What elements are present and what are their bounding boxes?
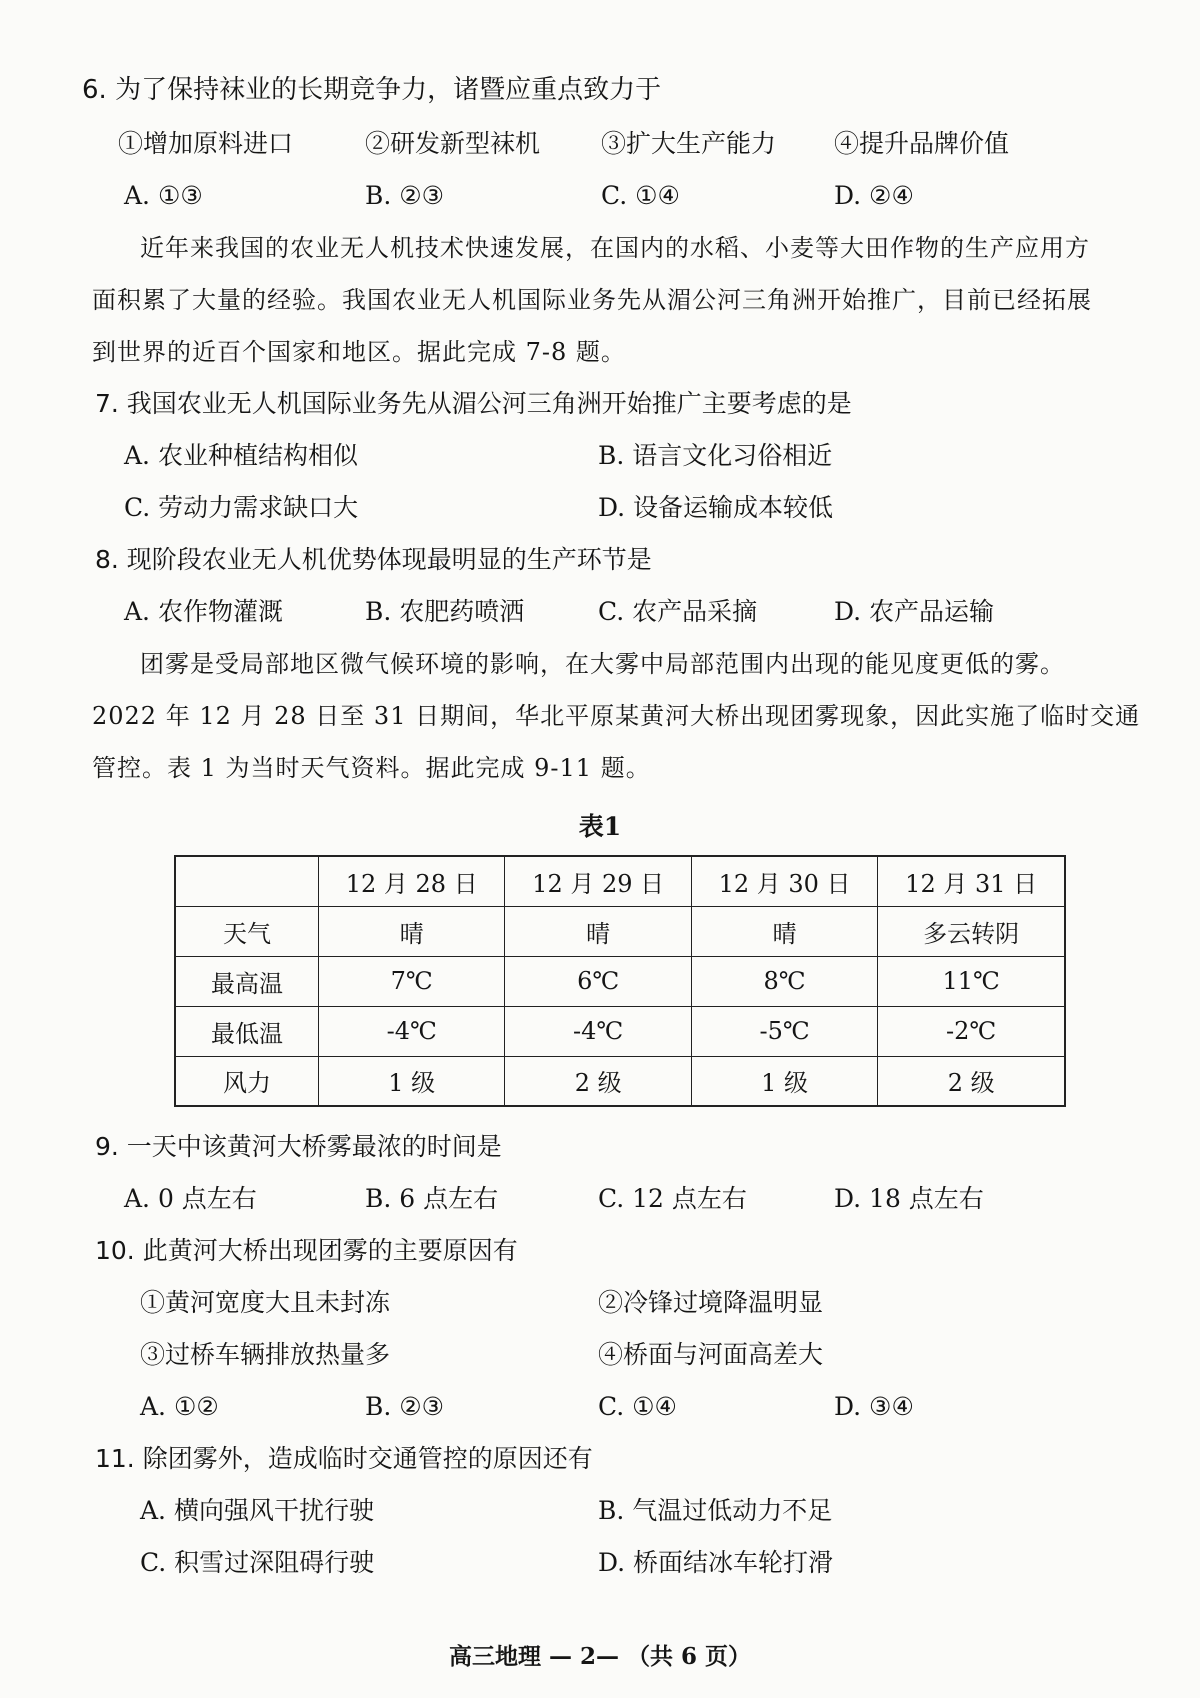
table-cell: 1 级 — [319, 1056, 505, 1106]
question-10-stem: 10. 此黄河大桥出现团雾的主要原因有 — [95, 1236, 518, 1265]
q8-option-d: D. 农产品运输 — [834, 597, 995, 626]
question-6-stem: 6. 为了保持袜业的长期竞争力，诸暨应重点致力于 — [82, 75, 662, 105]
question-11-stem: 11. 除团雾外，造成临时交通管控的原因还有 — [95, 1444, 593, 1473]
row-label-min-temp: 最低温 — [175, 1006, 319, 1056]
q11-option-c: C. 积雪过深阻碍行驶 — [140, 1548, 375, 1577]
q9-option-d: D. 18 点左右 — [834, 1184, 984, 1213]
table-cell: 晴 — [691, 906, 877, 956]
question-9-stem: 9. 一天中该黄河大桥雾最浓的时间是 — [95, 1132, 502, 1161]
q6-item-4: ④提升品牌价值 — [834, 129, 1010, 158]
weather-table — [174, 855, 1066, 1107]
q9-option-c: C. 12 点左右 — [598, 1184, 747, 1213]
q7-option-d: D. 设备运输成本较低 — [598, 493, 834, 522]
q8-option-a: A. 农作物灌溉 — [124, 597, 283, 626]
row-label-wind: 风力 — [175, 1056, 319, 1106]
q10-item-4: ④桥面与河面高差大 — [598, 1340, 824, 1369]
table-date-4: 12 月 31 日 — [878, 856, 1065, 906]
question-8-stem: 8. 现阶段农业无人机优势体现最明显的生产环节是 — [95, 545, 652, 574]
q10-item-2: ②冷锋过境降温明显 — [598, 1288, 824, 1317]
q11-option-a: A. 横向强风干扰行驶 — [140, 1496, 374, 1525]
table-cell: 11℃ — [878, 956, 1065, 1006]
table-cell: 2 级 — [878, 1056, 1065, 1106]
q6-option-c: C. ①④ — [601, 181, 680, 210]
row-label-max-temp: 最高温 — [175, 956, 319, 1006]
table-cell: -2℃ — [878, 1006, 1065, 1056]
q10-option-a: A. ①② — [140, 1392, 219, 1421]
passage-2-line-1: 团雾是受局部地区微气候环境的影响，在大雾中局部范围内出现的能见度更低的雾。 — [140, 650, 1065, 678]
table-date-2: 12 月 29 日 — [505, 856, 691, 906]
q7-option-a: A. 农业种植结构相似 — [124, 441, 358, 470]
q6-item-3: ③扩大生产能力 — [601, 129, 777, 158]
q10-item-3: ③过桥车辆排放热量多 — [140, 1340, 391, 1369]
table-cell: 晴 — [319, 906, 505, 956]
passage-1-line-2: 面积累了大量的经验。我国农业无人机国际业务先从湄公河三角洲开始推广，目前已经拓展 — [92, 286, 1092, 314]
table-date-3: 12 月 30 日 — [691, 856, 877, 906]
table-corner-cell — [175, 856, 319, 906]
table-row — [175, 1006, 1065, 1056]
table-cell: -4℃ — [505, 1006, 691, 1056]
q9-option-b: B. 6 点左右 — [365, 1184, 499, 1213]
q11-option-d: D. 桥面结冰车轮打滑 — [598, 1548, 834, 1577]
table-caption: 表1 — [578, 812, 622, 841]
table-row — [175, 1056, 1065, 1106]
table-row — [175, 906, 1065, 956]
q10-option-c: C. ①④ — [598, 1392, 677, 1421]
q6-option-b: B. ②③ — [365, 181, 445, 210]
q9-option-a: A. 0 点左右 — [124, 1184, 257, 1213]
q10-option-b: B. ②③ — [365, 1392, 445, 1421]
table-cell: 7℃ — [319, 956, 505, 1006]
passage-1-line-3: 到世界的近百个国家和地区。据此完成 7-8 题。 — [92, 338, 626, 366]
q10-item-1: ①黄河宽度大且未封冻 — [140, 1288, 391, 1317]
table-cell: 晴 — [505, 906, 691, 956]
question-7-stem: 7. 我国农业无人机国际业务先从湄公河三角洲开始推广主要考虑的是 — [95, 389, 852, 418]
table-cell: -5℃ — [691, 1006, 877, 1056]
table-cell: 6℃ — [505, 956, 691, 1006]
q7-option-b: B. 语言文化习俗相近 — [598, 441, 833, 470]
q7-option-c: C. 劳动力需求缺口大 — [124, 493, 359, 522]
table-cell: 1 级 — [691, 1056, 877, 1106]
q10-option-d: D. ③④ — [834, 1392, 914, 1421]
passage-1-line-1: 近年来我国的农业无人机技术快速发展，在国内的水稻、小麦等大田作物的生产应用方 — [140, 234, 1090, 262]
q6-item-1: ①增加原料进口 — [118, 129, 294, 158]
q8-option-c: C. 农产品采摘 — [598, 597, 758, 626]
passage-2-line-2: 2022 年 12 月 28 日至 31 日期间，华北平原某黄河大桥出现团雾现象，因此实施了临时交通 — [92, 702, 1141, 730]
q8-option-b: B. 农肥药喷洒 — [365, 597, 525, 626]
q11-option-b: B. 气温过低动力不足 — [598, 1496, 833, 1525]
table-cell: 多云转阴 — [878, 906, 1065, 956]
page-footer: 高三地理 — 2— （共 6 页） — [448, 1643, 752, 1670]
row-label-weather: 天气 — [175, 906, 319, 956]
q6-item-2: ②研发新型袜机 — [365, 129, 541, 158]
q6-option-a: A. ①③ — [124, 181, 203, 210]
table-cell: -4℃ — [319, 1006, 505, 1056]
table-header-row — [175, 856, 1065, 906]
passage-2-line-3: 管控。表 1 为当时天气资料。据此完成 9-11 题。 — [92, 754, 651, 782]
q6-option-d: D. ②④ — [834, 181, 914, 210]
table-date-1: 12 月 28 日 — [319, 856, 505, 906]
table-cell: 8℃ — [691, 956, 877, 1006]
table-row — [175, 956, 1065, 1006]
table-cell: 2 级 — [505, 1056, 691, 1106]
